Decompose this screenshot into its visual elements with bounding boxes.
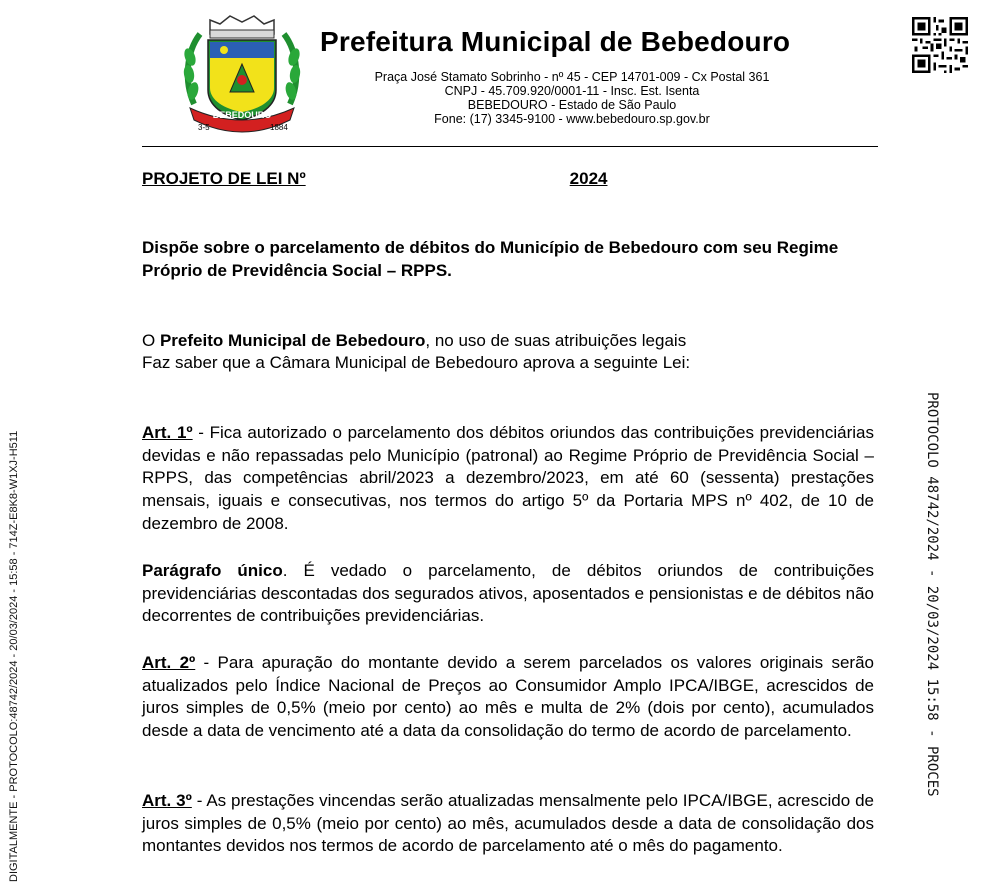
paragraph-unico bbox=[142, 560, 874, 628]
title-label: PROJETO DE LEI Nº bbox=[142, 169, 306, 188]
article-label: Art. 1º bbox=[142, 423, 193, 442]
organization-address bbox=[322, 70, 822, 126]
address-line: Praça José Stamato Sobrinho - nº 45 - CEP 14701-009 - Cx Postal 361 bbox=[374, 70, 770, 84]
preamble-rest: , no uso de suas atribuições legais bbox=[425, 331, 687, 350]
crest-right-year: 1884 bbox=[270, 123, 288, 132]
article-1 bbox=[142, 422, 874, 536]
document-ementa: Dispõe sobre o parcelamento de débitos do Município de Bebedouro com seu Regime Próprio de Previdência Social – RPPS. bbox=[142, 238, 839, 280]
address-line: CNPJ - 45.709.920/0001-11 - Insc. Est. Isenta bbox=[444, 84, 700, 98]
article-text: . É vedado o parcelamento, de débitos oriundos de contribuições previdenciárias descontadas dos segurados ativos, aposentados e pensionistas e de débitos não decorrentes de contribuições previdenciárias. bbox=[142, 561, 875, 626]
article-label: Art. 2º bbox=[142, 653, 196, 672]
coat-of-arms-logo bbox=[180, 12, 304, 134]
document-preamble bbox=[142, 330, 882, 374]
address-line: BEBEDOURO - Estado de São Paulo bbox=[467, 98, 677, 112]
preamble-prefix: O bbox=[142, 331, 160, 350]
crest-left-date: 3-5 bbox=[198, 123, 210, 132]
document-title bbox=[142, 169, 607, 189]
article-text: - Fica autorizado o parcelamento dos débitos oriundos das contribuições previdenciárias devidas e não repassadas pelo Município (patronal) ao Regime Próprio de Previdência Social – RPPS, das competências abril/2023 a dezembro/2023, em até 60 (sessenta) prestações mensais, iguais e consecutivas, nos termos do artigo 5º da Portaria MPS nº 402, de 10 de dezembro de 2008. bbox=[142, 423, 874, 533]
article-label: Parágrafo único bbox=[142, 561, 283, 580]
right-margin-stamp: PROTOCOLO 48742/2024 - 20/03/2024 15:58 - PROCES bbox=[924, 392, 940, 797]
article-text: - Para apuração do montante devido a serem parcelados os valores originais serão atualizados pelo Índice Nacional de Preços ao Consumidor Amplo IPCA/IBGE, acrescidos de juros simples de 0,5% (meio por cento) ao mês e multa de 2% (dois por cento), acumulados desde a data de vencimento até a data da consolidação do termo de acordo de parcelamento. bbox=[142, 653, 874, 741]
crest-banner-text: BEBEDOURO bbox=[212, 110, 272, 120]
title-year: 2024 bbox=[569, 169, 608, 188]
preamble-bold: Prefeito Municipal de Bebedouro bbox=[159, 331, 426, 350]
organization-name: Prefeitura Municipal de Bebedouro bbox=[320, 26, 791, 57]
article-3 bbox=[142, 790, 874, 858]
address-line: Fone: (17) 3345-9100 - www.bebedouro.sp.gov.br bbox=[434, 112, 710, 126]
preamble-line2: Faz saber que a Câmara Municipal de Bebedouro aprova a seguinte Lei: bbox=[142, 353, 691, 372]
header-divider bbox=[142, 146, 878, 147]
qr-code-icon[interactable] bbox=[912, 17, 968, 73]
article-text: - As prestações vincendas serão atualizadas mensalmente pelo IPCA/IBGE, acrescido de juros simples de 0,5% (meio por cento) ao mês, acumulados desde a data de consolidação dos montantes devidos nos termos de acordo de parcelamento até o mês do pagamento. bbox=[142, 791, 874, 856]
left-margin-stamp: DIGITALMENTE - PROTOCOLO:48742/2024 - 20/03/2024 - 15:58 - 714Z-E8K8-W1XJ-H511 bbox=[8, 430, 20, 882]
article-label: Art. 3º bbox=[142, 791, 192, 810]
article-2 bbox=[142, 652, 874, 743]
